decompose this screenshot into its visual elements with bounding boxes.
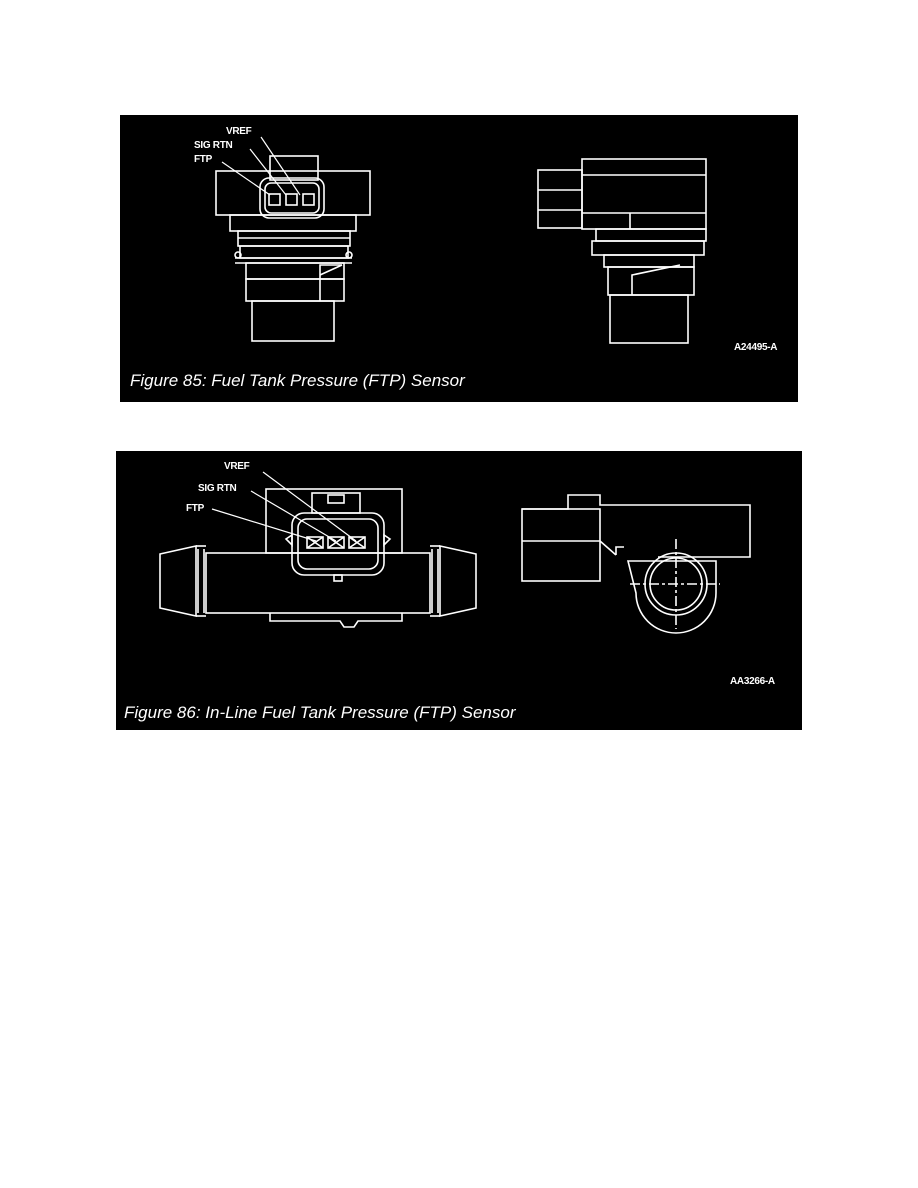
figure-86-code: AA3266-A: [730, 676, 775, 687]
vref-label: VREF: [224, 461, 250, 472]
figure-85-code: A24495-A: [734, 342, 778, 353]
figure-86-panel: [116, 451, 802, 730]
figure-85-leaders: [222, 137, 300, 195]
ftp-sensor-side-view: [538, 159, 706, 343]
ftp-label: FTP: [194, 154, 212, 165]
ftp-sensor-illustration: [120, 115, 798, 402]
figure-85-panel: [120, 115, 798, 402]
inline-ftp-sensor-front-view: [160, 489, 476, 627]
sig-rtn-label: SIG RTN: [198, 483, 237, 494]
figure-85-caption: Figure 85: Fuel Tank Pressure (FTP) Sensor: [130, 371, 465, 390]
vref-label: VREF: [226, 126, 252, 137]
ftp-label: FTP: [186, 503, 204, 514]
sig-rtn-label: SIG RTN: [194, 140, 233, 151]
inline-ftp-sensor-side-view: [522, 495, 750, 633]
figure-86-caption: Figure 86: In-Line Fuel Tank Pressure (FTP) Sensor: [124, 703, 516, 722]
